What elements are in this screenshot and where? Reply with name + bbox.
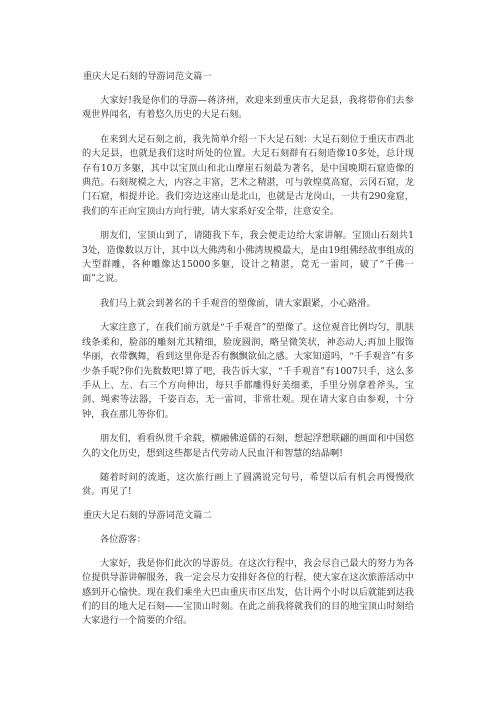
article-1-paragraph-1: 大家好!我是你们的导游—蒋济州，欢迎来到重庆市大足县，我将带你们去参观世界闻名，有着悠久历史的大足石刻。 <box>82 95 414 121</box>
document-page <box>82 70 414 639</box>
article-2-salutation: 各位游客： <box>100 533 146 545</box>
article-1-paragraph-2: 在来到大足石刻之前，我先简单介绍一下大足石刻：大足石刻位于重庆市西北的大足县，也就是我们这时所处的位置。大足石刻群有石刻造像10多处，总计现存有10万多躯，其中以宝顶山和北山摩崖石刻最为著名，是中国晚期石窟造像的典范。石刻规模之大，内容之丰富，艺术之精湛，可与敦煌莫高窟，云冈石窟，龙门石窟，相提并论。我们旁边这座山是北山，也就是古龙岗山，一共有290龛窟，我们的车正向宝顶山方向行驶，请大家系好安全带，注意安全。 <box>82 133 414 217</box>
article-1-paragraph-6: 朋友们，看看纵贯千余载，横融佛道儒的石刻，想起浮想联翩的画面和中国悠久的文化历史，想到这些都是古代劳动人民血汗和智慧的结晶啊! <box>82 433 414 459</box>
article-1-paragraph-4: 我们马上就会到著名的千手观音的塑像前，请大家跟紧，小心路滑。 <box>100 297 376 309</box>
article-2-title: 重庆大足石刻的导游词范文篇二 <box>83 509 212 521</box>
article-1-paragraph-5: 大家注意了，在我们前方就是“千手观音”的塑像了。这位观音比例均匀，肌肤线条柔和，脸部的雕刻尤其精细，脸庞圆润，略呈微笑状，神态动人;再加上服饰华丽，衣带飘舞，看到这里你是否有飘飘欲仙之感。大家知道吗，“千手观音”有多少条手呢?你们先数数吧!算了吧，我告诉大家，“千手观音”有1007只手，这么多手从上、左、右三个方向伸出，每只手都雕得好美细柔，手里分别拿着斧头，宝剑、绳索等法器，千姿百态，无一雷同，非常壮观。现在请大家自由参观，十分钟，我在那儿等你们。 <box>82 322 414 420</box>
article-2-paragraph-1: 大家好，我是你们此次的导游员。在这次行程中，我会尽自己最大的努力为各位提供导游讲解服务，我一定会尽力安排好各位的行程，使大家在这次旅游活动中感到开心愉快。现在我们乘坐大巴由重庆市区出发，估计两个小时以后就能到达我们的目的地大足石刻——宝顶山时刻。在此之前我将就我们的目的地宝顶山时刻给大家进行一个简要的介绍。 <box>82 557 414 627</box>
article-1-paragraph-3: 朋友们，宝顶山到了，请随我下车，我会便走边给大家讲解。宝顶山石刻共13处，造像数以万计，其中以大佛湾和小佛湾规模最大，是由19组佛经故事组成的大型群雕，各种雕像达15000多躯，设计之精湛，竟无一雷同，破了“千佛一面”之说。 <box>82 230 414 285</box>
article-1-title: 重庆大足石刻的导游词范文篇一 <box>83 71 212 82</box>
article-1-paragraph-7: 随着时间的流逝，这次旅行画上了圆满说完句号，希望以后有机会再慢慢欣赏。再见了! <box>82 471 414 498</box>
